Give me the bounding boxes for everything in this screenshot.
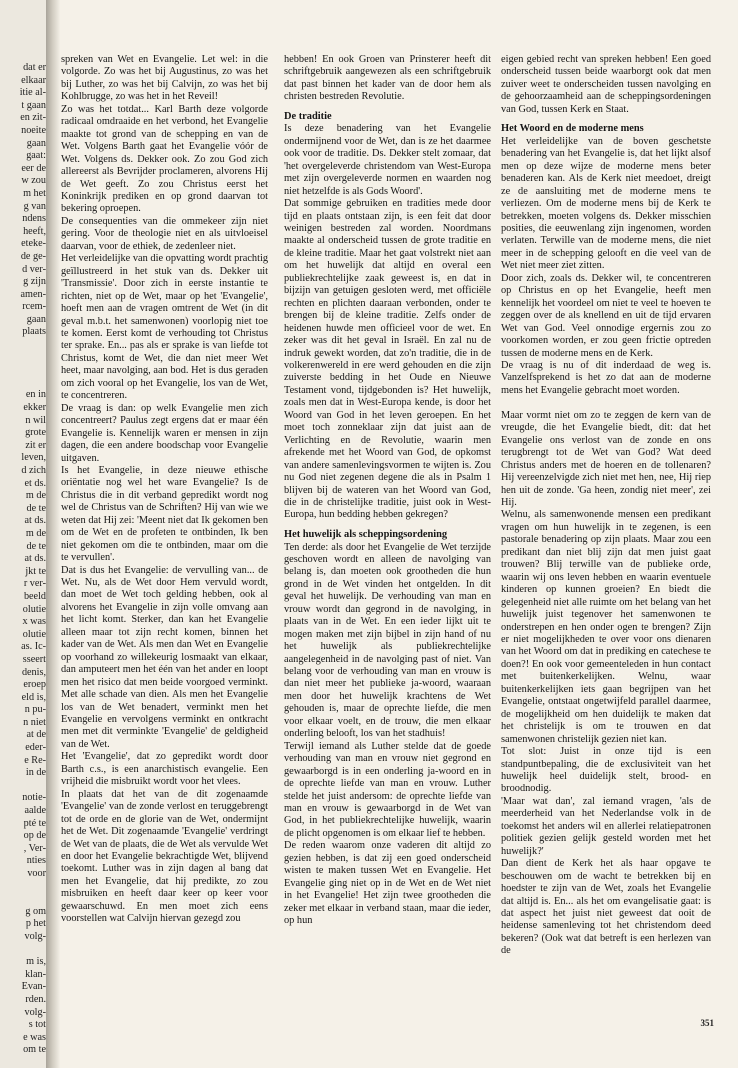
fragment-line: m is, [26,956,46,968]
fragment-line: grote [25,427,46,439]
fragment-line: t gaan [21,99,46,111]
paragraph: In plaats dat het van de dit zogenaamde 'Evangelie' van de zonde verlost en teruggebrengt tot de orde en de glorie van de Wet, ondermijnt het de Wet. Dit zogenaamde 'Evangelie' verdringt de Wet van de plaats, die de Wet als vervulde Wet en door het Evangelie bekrachtigde Wet, blijvend toekomt. Luther was in zijn dagen al bang dat men het Evangelie, dat hij predikte, zo zou misbruiken en heeft daar keer op keer voor gewaarschuwd. En men moet zich eens voorstellen wat Calvijn hiervan gezegd zou [61,788,268,925]
book-gutter [46,0,60,1068]
fragment-line: aalde [24,805,46,817]
fragment-line: s tot [28,1019,46,1031]
paragraph: De reden waarom onze vaderen dit altijd zo gezien hebben, is dat zij een goed onderscheid wisten te maken tussen Wet en Evangelie. Het Evangelie ging niet op in de Wet en de Wet niet in het Evangelie! Het zijn twee grootheden die zeker met elkaar in verband staan, maar die ieder, op hun [284,840,491,927]
paragraph: eigen gebied recht van spreken hebben! Een goed onderscheid tussen beide waarborgt ook dat men zuiver weet te onderscheiden tussen navolging en de gehoorzaamheid aan de scheppingsordeningen van God, tussen Kerk en Staat. [501,54,711,115]
paragraph: Zo was het totdat... Karl Barth deze volgorde radicaal omdraaide en het verbond, het Evangelie maakte tot grond van de schepping en van de Wet. Volgens Barth gaat het Evangelie vóór de Wet. Volgens ds. Dekker ook. Zo zou God zich allereerst als Bevrijder proclameren, alvorens Hij de Wet geeft. Zo zou Christus eerst het Koninkrijk prediken en op grond daarvan tot bekering oproepen. [61,103,268,215]
paragraph: Dat sommige gebruiken en tradities mede door tijd en plaats ontstaan zijn, is een feit dat door weinigen bestreden zal worden. Noordmans maakte al onderscheid tussen de grote traditie en de kleine traditie. Maar het gaat volstrekt niet aan om het huwelijk dat altijd en overal een publiekrechtelijke zaak geweest is, en dat in bijzijn van getuigen gesloten werd, met officiële rechten en plichten daaraan verbonden, onder te brengen bij de kleine traditie. Zelfs onder de heidenen huwde men officieel voor de wet. En zeker was dit het geval in Israël. En zal nu de indruk gewekt worden, dat zo'n traditie, die in de volkerenwereld in ere werd gehouden en die zijn zuiverste bedding in het Oude en Nieuwe Testament vond, tijdgebonden is? Het huwelijk, zoals men dat in West-Europa kende, is door het Woord van God in het leven geroepen. En het moet toch zonneklaar zijn dat juist aan de Verlichting en de Revolutie, waarin men afrekende met het Woord van God, de opkomst van andere samenlevingsvormen te wijten is. Zou nu God niet zegenen degene die als in Psalm 1 blijven bij de wateren van het Woord van God, die in de christelijke traditie, juist ook in West-Europa, hun bedding hebben gekregen? [284,198,491,521]
paragraph: Is deze benadering van het Evangelie ondermijnend voor de Wet, dan is ze het daarmee ook voor de traditie. Ds. Dekker stelt zomaar, dat 'het overgeleverde christendom van West-Europa met zijn overgeleverde normen en waarden nog niet hetzelfde is als Gods Woord'. [284,123,491,197]
fragment-line: itie al- [19,87,46,99]
column-2 [284,54,491,928]
fragment-line: rden. [25,993,46,1005]
paragraph: De consequenties van die ommekeer zijn niet gering. Voor de theologie niet en als uitvloeisel daarvan, voor de ethiek, de zedenleer niet. [61,215,268,252]
fragment-line [6,881,46,894]
fragment-line: om te [23,1044,46,1056]
fragment-line: volg- [24,1006,46,1018]
fragment-line [6,339,46,352]
paragraph: spreken van Wet en Evangelie. Let wel: in die volgorde. Zo was het bij Augustinus, zo was het bij Luther, zo was het bij Calvijn, zo was het bij Kohlbrugge, zo was het in het Reveil! [61,54,268,103]
paragraph: Tot slot: Juist in onze tijd is een standpuntbepaling, die de exclusiviteit van het huwelijk heel duidelijk stelt, brood- en broodnodig. [501,746,711,795]
fragment-line [6,893,46,906]
fragment-line: eder- [25,742,46,754]
fragment-line: dat er [23,62,46,73]
fragment-line: eroep [23,679,46,691]
fragment-line: , Ver- [23,842,46,854]
fragment-line: olutie [22,603,46,615]
paragraph-gap [501,397,711,409]
fragment-line: gaan [26,313,46,325]
fragment-line: in de [25,767,46,779]
magazine-page [60,0,738,1068]
paragraph: De vraag is dan: op welk Evangelie men zich concentreert? Paulus zegt ergens dat er maar één Evangelie is. Kennelijk waren er mensen in zijn dagen, die een andere boodschap voor Evangelie uitgaven. [61,402,268,464]
fragment-line: g om [25,905,46,917]
fragment-line: d ver- [22,263,46,275]
fragment-line: notie- [22,792,46,804]
fragment-line: eer de [21,162,46,174]
fragment-line: m het [23,187,46,199]
previous-page-text [6,62,46,1057]
paragraph: Welnu, als samenwonende mensen een predikant vragen om hun huwelijk in te zegenen, is een pastorale benadering op zijn plaats. Maar zou een predikant dan niet blij zijn dat men juist gaat trouwen? Blij terwille van de publieke orde, waarin wij ons leven hebben en waarin eventuele kinderen op kunnen groeien? En biedt die gelegenheid niet alle ruimte om het belang van het huwelijk juist tegenover het samenwonen te onderstrepen en hen onder ogen te brengen? Zijn er niet mogelijkheden te over voor ons dienaren van het Woord om dat in prediking en catechese te doen?! En ook voor gemeenteleden in hun contact met buitenkerkelijken. Welnu, waar buitenkerkelijken iets gaan begrijpen van het Evangelie, ontstaat ongetwijfeld parallel daarmee, de mogelijkheid om hen duidelijk te maken dat het christelijk is om te trouwen en dat samenwonen christelijk gezien niet kan. [501,509,711,745]
column-1 [61,54,268,926]
fragment-line: denis, [21,666,46,678]
fragment-line: at ds. [24,515,46,527]
fragment-line: en zit- [20,112,46,124]
fragment-line [6,377,46,390]
fragment-line: op de [23,830,46,842]
fragment-line [6,780,46,793]
fragment-line: amen- [20,288,46,300]
fragment-line: plaats [22,326,46,338]
fragment-line: gaan [26,137,46,149]
paragraph: Maar vormt niet om zo te zeggen de kern van de vreugde, die het Evangelie biedt, dit: dat het Evangelie ons verlost van de zonde en ons terugbrengt tot de Wet van God? Wat deed Christus anders met de hoeren en de tollenaren? Hij vereenzelvigde zich niet met hen, nee, Hij riep hen uit de zonde. 'Ga heen, zondig niet meer', zei Hij. [501,409,711,508]
paragraph: Terwijl iemand als Luther stelde dat de goede verhouding van man en vrouw niet gegrond en gewaarborgd is in een onderling ja-woord en in de oprechte liefde van man en vrouw. Luther stelde het juist andersom: de oprechte liefde van man en vrouw is gewaarborgd in de Wet van God, in het publiekrechtelijke huwelijk, waarin de plicht opgenomen is om elkaar lief te hebben. [284,740,491,839]
fragment-line: g zijn [23,276,46,288]
column-3 [501,54,711,958]
fragment-line: voor [27,868,46,879]
paragraph: Het verleidelijke van de boven geschetste benadering van het Evangelie is, dat het lijkt alsof men op deze wijze de moderne mens beter benaderen kan. Als de Kerk niet meedoet, dreigt ze de aansluiting met de moderne mens te verliezen. Om de moderne mens bij de Kerk te betrekken, moeten volgens ds. Dekker misschien posities, die eeuwenlang zijn ingenomen, worden verlaten. Terwille van de moderne mens, die niet meer in de schepping gelooft en die veel van de Wet niet meer ziet zitten. [501,135,711,272]
fragment-line: n pu- [24,704,46,716]
fragment-line: jkt te [25,565,46,577]
fragment-line: r ver- [23,578,46,590]
fragment-line: ndens [22,213,46,225]
fragment-line: volg- [24,930,46,942]
fragment-line: at de [26,729,46,741]
paragraph: Is het Evangelie, in deze nieuwe ethische oriëntatie nog wel het ware Evangelie? Is de Christus die in dit verband gepredikt wordt nog wel de Christus van de Schriften? Hij van wie we weten dat Hij zei: 'Meent niet dat Ik gekomen ben om de Wet en de profeten te ontbinden, Ik ben niet gekomen om die te ontbinden, maar om die te vervullen'. [61,464,268,564]
fragment-line: p het [25,918,46,930]
fragment-line: w zou [21,175,46,187]
fragment-line: noeite [21,124,46,136]
section-heading: De traditie [284,110,332,122]
fragment-line: eteke- [21,238,46,250]
fragment-line: Evan- [21,981,46,993]
paragraph: Door zich, zoals ds. Dekker wil, te concentreren op Christus en op het Evangelie, heeft men kennelijk het voordeel om niet te veel te hoeven te zeggen over de als knellend en uit de tijd ervaren Wet van God. Veel onnodige ergernis zou zo voorkomen worden, er zou geen frictie optreden tussen de moderne mens en de Kerk. [501,272,711,359]
fragment-line: elkaar [21,74,46,86]
fragment-line [6,944,46,957]
paragraph: hebben! En ook Groen van Prinsterer heeft dit schriftgebruik aangewezen als een schriftgebruik dat past binnen het kader van de door hem als christen bestreden Revolutie. [284,54,491,103]
fragment-line: m de [25,490,46,502]
paragraph: Ten derde: als door het Evangelie de Wet terzijde geschoven wordt en alleen de navolging van belang is, dan moeten ook grootheden die hun grond in de Wet vinden het ontgelden. In dit geval het huwelijk. De verhouding van man en vrouw wordt dan gegrond in de navolging, in plaats van in de Wet. En een ieder lijkt uit te mogen maken met zijn bijbel in zijn hand of nu het huwelijk als publiekrechtelijke aangelegenheid in de navolging past of niet. Van belang voor de verhouding van man en vrouw is dan niet meer het publieke ja-woord, waaraan men door het huwelijk krachtens de Wet gehouden is, maar de oprechte liefde, die men voor elkaar voelt, en de trouw, die men elkaar onderling belooft, los van het stadhuis! [284,541,491,740]
fragment-line: e was [23,1031,46,1043]
paragraph: Het verleidelijke van die opvatting wordt prachtig geïllustreerd in het stuk van ds. Dekker uit 'Transmissie'. Door zich in eerste instantie te richten, niet op de Wet, maar op het 'Evangelie', hoeft men aan de vragen omtrent de Wet (in dit geval m.b.t. het samenwonen) voorlopig niet toe te komen. Eerst komt de verhouding tot Christus ter sprake. En... pas als er sprake is van liefde tot Christus, komt de Wet, die dan niet meer Wet heet, maar navolging, aan bod. Het is dus geraden om zich vooral op het Evangelie, los van de Wet, te concentreren. [61,253,268,402]
fragment-line: at ds. [24,553,46,565]
section-heading: Het huwelijk als scheppingsordening [284,528,448,540]
fragment-line: olutie [22,628,46,640]
fragment-line: gaat: [26,150,46,162]
fragment-line: pté te [23,817,46,829]
fragment-line: d zich [21,465,46,476]
fragment-line: en in [25,389,46,401]
fragment-line [6,352,46,365]
fragment-line: e Re- [24,754,46,766]
fragment-line: klan- [25,968,46,980]
fragment-line: n wil [25,414,46,426]
paragraph: Dat is dus het Evangelie: de vervulling van... de Wet. Nu, als de Wet door Hem vervuld wordt, dan moet de Wet toch gelding hebben, ook al alvorens het Evangelie in zijn volle omvang aan het licht komt. Sterker, dan kan het Evangelie alleen maar tot zijn recht komen, binnen het kader van de Wet. Als men dan Wet en Evangelie op voorhand zo willekeurig losmaakt van elkaar, dan amputeert men het één van het ander en loopt men het risico dat men beide voorgoed verminkt. Met alle schade van dien. Als men het Evangelie los van de Wet benadert, verminkt men het Evangelie en vervolgens verminkt en ontkracht men met dit verminkte 'Evangelie' de geldigheid van de Wet. [61,564,268,750]
fragment-line: beeld [23,590,46,602]
fragment-line: eld is, [21,691,46,703]
fragment-line: de te [26,502,46,514]
paragraph: De vraag is nu of dit inderdaad de weg is. Vanzelfsprekend is het zo dat aan de moderne mens het Evangelie gebracht moet worden. [501,360,711,396]
fragment-line: zit er [25,439,46,451]
previous-page-fragment [0,0,46,1068]
page-number: 351 [700,1018,714,1028]
fragment-line: x was [22,616,46,628]
fragment-line: rcem- [22,301,46,313]
paragraph: 'Maar wat dan', zal iemand vragen, 'als de meerderheid van het Nederlandse volk in de toekomst het anders wil en allerlei relatiepatronen politiek gezien gelijk gesteld worden met het huwelijk?' [501,795,711,857]
fragment-line: sseert [22,653,46,665]
fragment-line: ekker [23,402,46,414]
fragment-line: de ge- [20,250,46,262]
fragment-line: nties [26,855,46,867]
fragment-line: leven, [21,452,46,464]
paragraph: Dan dient de Kerk het als haar opgave te beschouwen om de wacht te betrekken bij en hoedster te zijn van de Wet, zoals het Evangelie dat altijd is. En... als het om evangelisatie gaat: is dat aspect het juist niet geweest dat ooit de heidense samenleving tot het christendom deed bekeren? (Ook wat dat betreft is een herlezen van de [501,858,711,957]
fragment-line: de te [26,540,46,552]
fragment-line: g van [23,200,46,212]
fragment-line: et ds. [24,477,46,489]
fragment-line: as. Ic- [21,641,46,653]
fragment-line: heeft, [23,225,46,237]
section-heading: Het Woord en de moderne mens [501,123,644,135]
fragment-line [6,364,46,377]
fragment-line: m de [25,527,46,539]
paragraph: Het 'Evangelie', dat zo gepredikt wordt door Barth c.s., is een anarchistisch evangelie. Een vrijheid die misbruikt wordt voor het vlees. [61,751,268,788]
fragment-line: n niet [23,716,46,728]
